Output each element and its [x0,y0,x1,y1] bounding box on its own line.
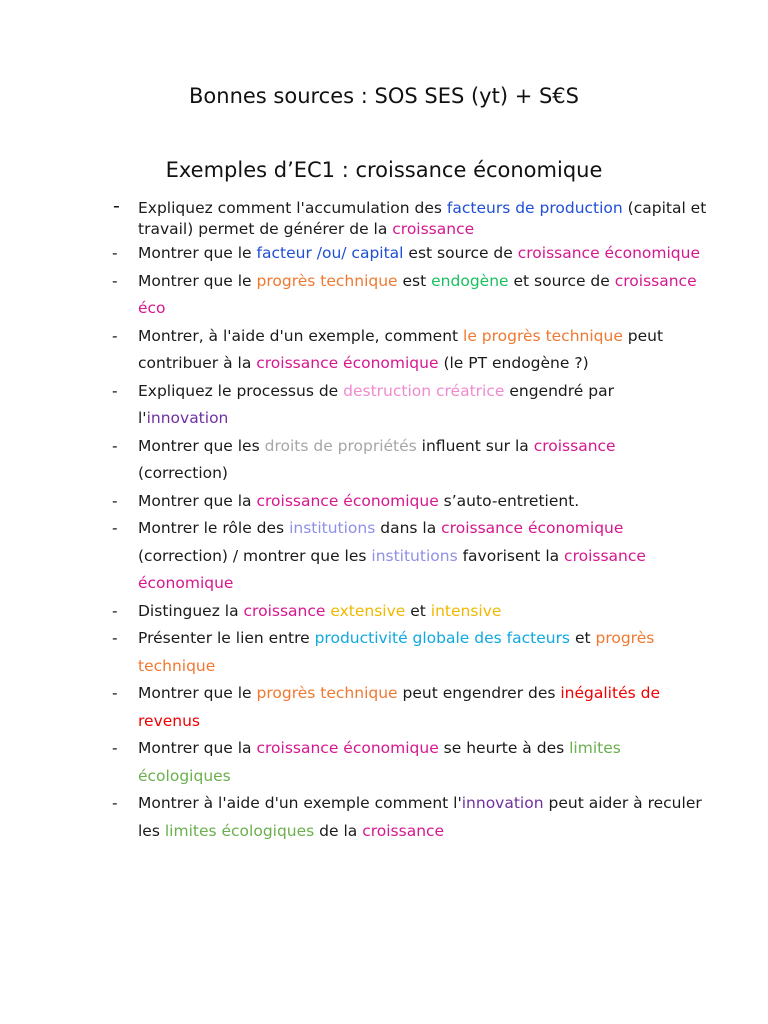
bullet-dash: - [112,739,118,757]
page-title: Exemples d’EC1 : croissance économique [165,158,603,182]
highlighted-term: croissance économique [256,354,439,372]
item-text: dans la [375,519,442,537]
item-text: est [397,271,432,290]
list-item [108,195,712,240]
bullet-dash: - [112,794,118,812]
highlighted-term: croissance éco [138,271,702,317]
item-text: Montrer, à l'aide d'un exemple, comment [138,326,464,345]
list-item [108,378,708,433]
item-text: Montrer que le [138,271,257,290]
item-text: Montrer à l'aide d'un exemple comment l' [138,794,462,812]
bullet-dash: - [112,381,118,400]
highlighted-term: productivité globale des facteurs [314,629,571,647]
list-item [108,268,708,323]
highlighted-term: croissance [533,436,616,455]
highlighted-term: croissance économique [138,546,651,592]
highlighted-term: destruction créatrice [343,381,505,400]
highlighted-term: limites écologiques [164,821,315,840]
item-text: s’auto-entretient. [438,491,580,510]
bullet-dash: - [112,519,118,537]
item-text: peut aider à reculer les [138,794,707,840]
list-item [108,680,708,735]
highlighted-term: extensive [330,601,406,620]
highlighted-term: facteur /ou/ capital [256,244,404,262]
highlighted-term: croissance [362,821,445,840]
item-text: engendré par l' [138,381,619,427]
highlighted-term: croissance [243,601,326,620]
highlighted-term: croissance économique [441,519,624,537]
highlighted-term: progrès technique [256,271,398,290]
item-text: se heurte à des [438,739,570,757]
highlighted-term: le progrès technique [463,326,623,345]
highlighted-term: intensive [430,601,502,620]
bullet-dash: - [113,195,120,217]
item-text: Montrer que la [138,739,257,757]
highlighted-term: croissance [392,220,475,238]
list-item [108,735,708,790]
bullet-dash: - [112,491,118,510]
highlighted-term: endogène [431,271,509,290]
highlighted-term: croissance économique [256,739,439,757]
question-list [108,195,712,845]
item-text: (capital et travail) permet de générer de la [138,199,712,238]
item-text: Montrer que le [138,684,257,702]
list-item [108,598,708,626]
highlighted-term: facteurs de production [446,199,623,217]
list-item [108,323,708,378]
item-text: influent sur la [416,436,534,455]
item-text: Montrer que les [138,436,265,455]
item-text: Présenter le lien entre [138,629,315,647]
highlighted-term: progrès technique [256,684,398,702]
highlighted-term: limites écologiques [138,739,626,785]
item-text: et [570,629,596,647]
item-text: favorisent la [457,546,565,565]
highlighted-term: innovation [146,409,229,427]
list-item [108,488,708,516]
item-text: et [405,601,431,620]
list-item [108,515,708,598]
item-text: peut contribuer à la [138,326,668,372]
highlighted-term: progrès technique [138,629,660,675]
highlighted-term: droits de propriétés [264,436,417,455]
highlighted-term: institutions [289,519,376,537]
item-text: Montrer le rôle des [138,519,290,537]
item-text: Montrer que la [138,491,257,510]
item-text: (le PT endogène ?) [438,354,589,372]
highlighted-term: inégalités de revenus [138,684,665,730]
item-text: Expliquez comment l'accumulation des [138,199,447,217]
bullet-dash: - [112,629,118,647]
item-text: Expliquez le processus de [138,381,344,400]
bullet-dash: - [112,601,118,620]
bullet-dash: - [112,326,118,345]
highlighted-term: croissance économique [517,244,700,262]
list-item [108,625,708,680]
item-text: (correction) / montrer que les [138,519,629,565]
item-text: de la [314,821,363,840]
item-text: et source de [508,271,615,290]
bullet-dash: - [112,244,118,262]
bullet-dash: - [112,684,118,702]
list-item [108,790,708,845]
item-text: (correction) [138,436,621,482]
item-text: est source de [403,244,518,262]
highlighted-term: innovation [461,794,544,812]
highlighted-term: institutions [371,546,458,565]
highlighted-term: croissance économique [256,491,439,510]
item-text: peut engendrer des [397,684,561,702]
bullet-dash: - [112,271,118,290]
item-text: Montrer que le [138,244,257,262]
bullet-dash: - [112,436,118,455]
item-text: Distinguez la [138,601,244,620]
sources-heading: Bonnes sources : SOS SES (yt) + S€S [189,84,579,108]
list-item [108,433,708,488]
list-item [108,240,708,268]
